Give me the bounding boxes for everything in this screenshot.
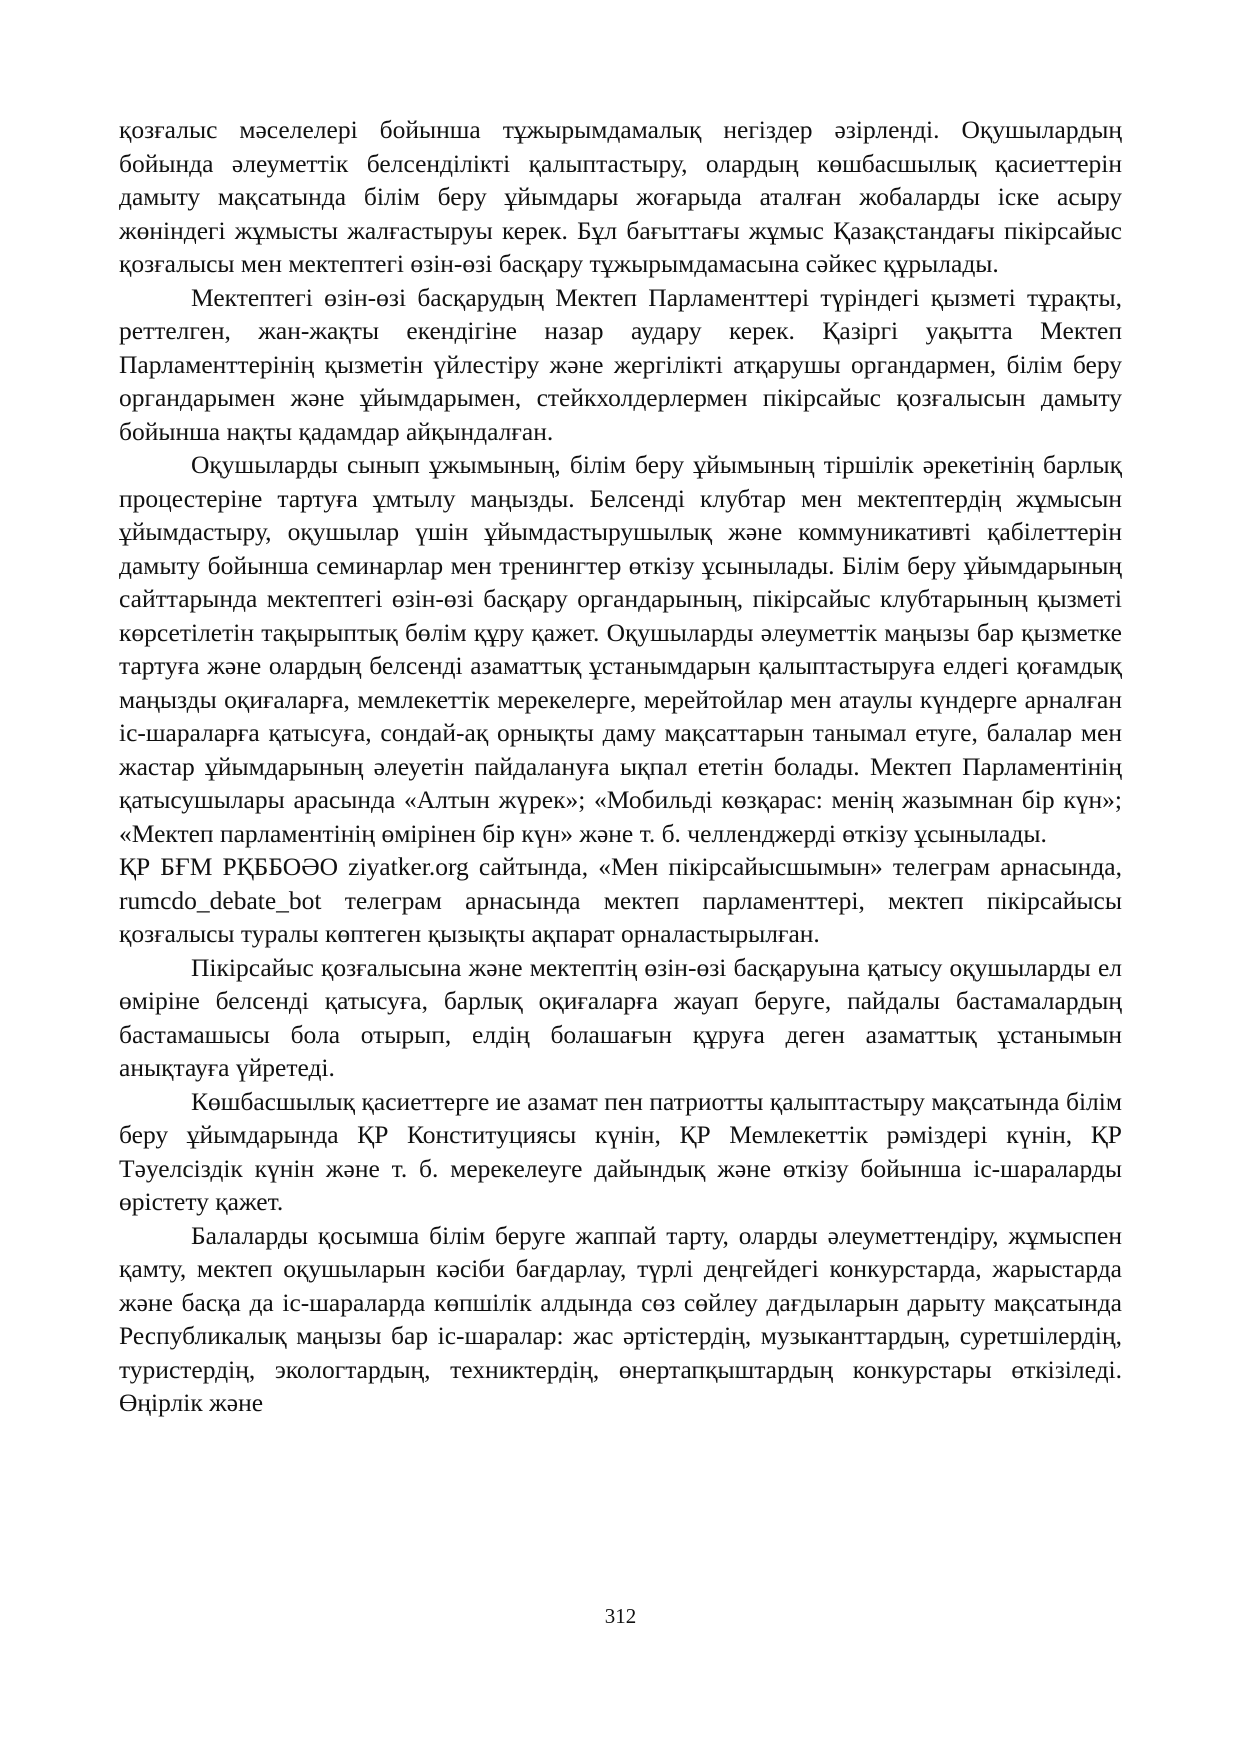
paragraph-student-involvement: Оқушыларды сынып ұжымының, білім беру ұйымының тіршілік әрекетінің барлық процестеріне тартуға ұмтылу маңызды. Белсенді клубтар мен мектептердің жұмысын ұйымдастыру, оқушылар үшін ұйымдастырушылық және коммуникативті қабілеттерін дамыту бойынша семинарлар мен тренингтер өткізу ұсынылады. Білім беру ұйымдарының сайттарында мектептегі өзін-өзі басқару органдарының, пікірсайыс клубтарының қызметі көрсетілетін тақырыптық бөлім құру қажет. Оқушыларды әлеуметтік маңызы бар қызметке тартуға және олардың белсенді азаматтық ұстанымдарын қалыптастыруға елдегі қоғамдық маңызды оқиғаларға, мемлекеттік мерекелерге, мерейтойлар мен атаулы күндерге арналған іс-шараларға қатысуға, сондай-ақ орнықты даму мақсаттарын танымал етуге, балалар мен жастар ұйымдарының әлеуетін пайдалануға ықпал ететін болады. Мектеп Парламентінің қатысушылары арасында «Алтын жүрек»; «Мобильді көзқарас: менің жазымнан бір күн»; «Мектеп парламентінің өмірінен бір күн» және т. б. челленджерді өткізу ұсынылады. [119,450,1122,848]
paragraph-debate-movement: Пікірсайыс қозғалысына және мектептің өзін-өзі басқаруына қатысу оқушыларды ел өміріне белсенді қатысуға, барлық оқиғаларға жауап беруге, пайдалы бастамалардың бастамашысы бола отырып, елдің болашағын құруға деген азаматтық ұстанымын анықтауға үйретеді. [119,952,1122,1082]
page-number: 312 [604,1604,637,1628]
paragraph-leadership: Көшбасшылық қасиеттерге ие азамат пен патриотты қалыптастыру мақсатында білім беру ұйымдарында ҚР Конституциясы күнін, ҚР Мемлекеттік рәміздері күнін, ҚР Тәуелсіздік күнін және т. б. мерекелеуге дайындық және өткізу бойынша іс-шараларды өрістету қажет. [119,1086,1122,1216]
paragraph-continuation: қозғалыс мәселелері бойынша тұжырымдамалық негіздер әзірленді. Оқушылардың бойында әлеуметтік белсенділікті қалыптастыру, олардың көшбасшылық қасиеттерін дамыту мақсатында білім беру ұйымдары жоғарыда аталған жобаларды іске асыру жөніндегі жұмысты жалғастыруы керек. Бұл бағыттағы жұмыс Қазақстандағы пікірсайыс қозғалысы мен мектептегі өзін-өзі басқару тұжырымдамасына сәйкес құрылады. [119,115,1122,278]
document-page [119,113,1122,1420]
paragraph-resources: ҚР БҒМ РҚББОӘО ziyatker.org сайтында, «Мен пікірсайысшымын» телеграм арнасында, rumcdo_debate_bot телеграм арнасында мектеп парламенттері, мектеп пікірсайысы қозғалысы туралы көптеген қызықты ақпарат орналастырылған. [119,852,1122,948]
paragraph-school-parliaments: Мектептегі өзін-өзі басқарудың Мектеп Парламенттері түріндегі қызметі тұрақты, реттелген, жан-жақты екендігіне назар аудару керек. Қазіргі уақытта Мектеп Парламенттерінің қызметін үйлестіру және жергілікті атқарушы органдармен, білім беру органдарымен және ұйымдарымен, стейкхолдерлермен пікірсайыс қозғалысын дамыту бойынша нақты қадамдар айқындалған. [119,282,1122,446]
paragraph-additional-education: Балаларды қосымша білім беруге жаппай тарту, оларды әлеуметтендіру, жұмыспен қамту, мектеп оқушыларын кәсіби бағдарлау, түрлі деңгейдегі конкурстарда, жарыстарда және басқа да іс-шараларда көпшілік алдында сөз сөйлеу дағдыларын дарыту мақсатында Республикалық маңызы бар іс-шаралар: жас әртістердің, музыканттардың, суретшілердің, туристердің, экологтардың, техниктердің, өнертапқыштардың конкурстары өткізіледі. Өңірлік және [119,1220,1122,1417]
